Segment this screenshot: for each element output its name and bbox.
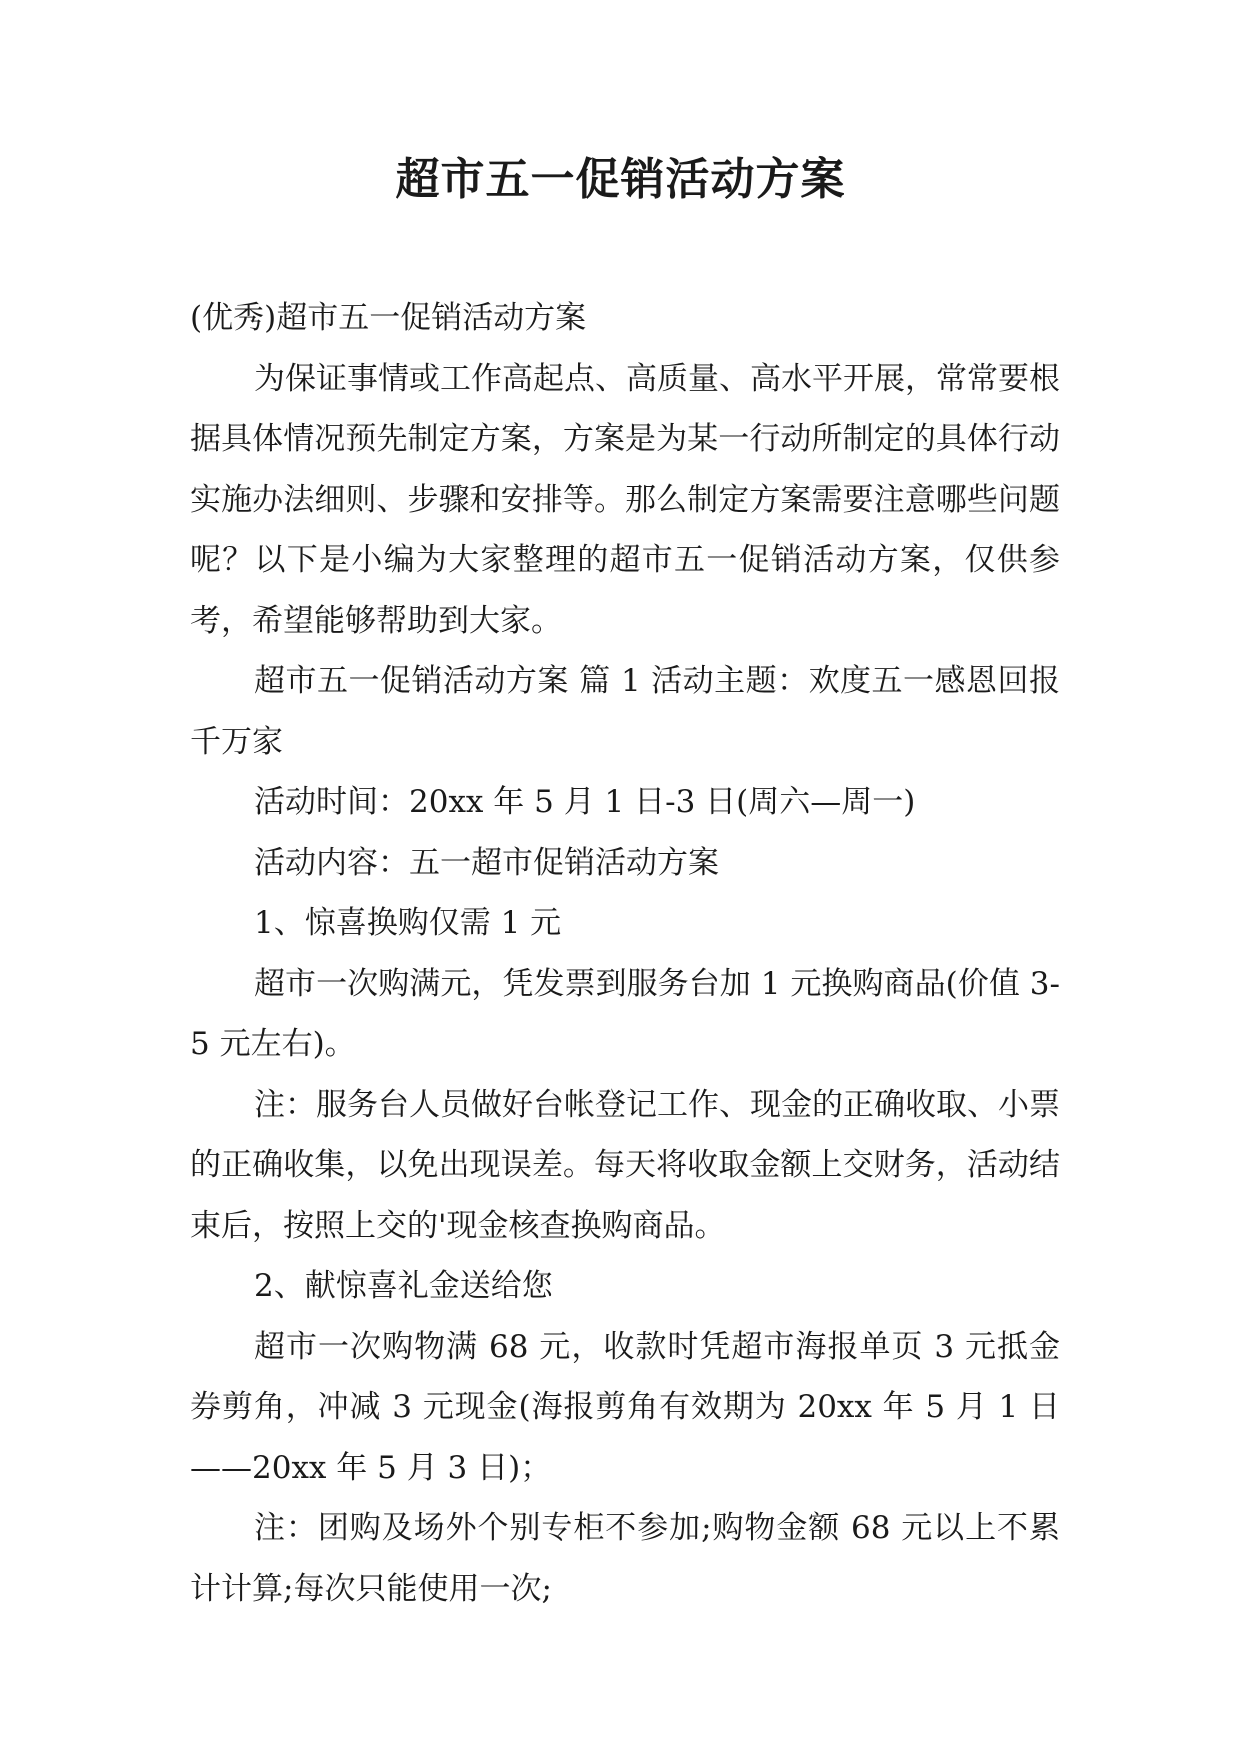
paragraph-item-2-note: 注：团购及场外个别专柜不参加;购物金额 68 元以上不累计计算;每次只能使用一次; <box>190 1510 1060 1607</box>
document-body <box>190 288 1060 1619</box>
paragraph-item-2-heading: 2、献惊喜礼金送给您 <box>254 1268 553 1304</box>
paragraph-intro: 为保证事情或工作高起点、高质量、高水平开展，常常要根据具体情况预先制定方案，方案是为某一行动所制定的具体行动实施办法细则、步骤和安排等。那么制定方案需要注意哪些问题呢？以下是小编为大家整理的超市五一促销活动方案，仅供参考，希望能够帮助到大家。 <box>190 360 1060 639</box>
paragraph-item-1-note: 注：服务台人员做好台帐登记工作、现金的正确收取、小票的正确收集，以免出现误差。每天将收取金额上交财务，活动结束后，按照上交的'现金核查换购商品。 <box>190 1086 1060 1244</box>
paragraph-item-1-heading: 1、惊喜换购仅需 1 元 <box>254 905 562 941</box>
document-title: 超市五一促销活动方案 <box>395 154 846 205</box>
paragraph-item-1-detail: 超市一次购满元，凭发票到服务台加 1 元换购商品(价值 3-5 元左右)。 <box>190 965 1060 1062</box>
paragraph-section-heading: 超市五一促销活动方案 篇 1 活动主题：欢度五一感恩回报千万家 <box>190 663 1060 760</box>
paragraph-item-2-detail: 超市一次购物满 68 元，收款时凭超市海报单页 3 元抵金券剪角，冲减 3 元现金(海报剪角有效期为 20xx 年 5 月 1 日——20xx 年 5 月 3 日)； <box>190 1328 1060 1486</box>
paragraph-activity-content: 活动内容：五一超市促销活动方案 <box>254 844 719 881</box>
paragraph-subtitle: (优秀)超市五一促销活动方案 <box>190 300 587 336</box>
paragraph-activity-time: 活动时间：20xx 年 5 月 1 日-3 日(周六—周一) <box>254 784 916 820</box>
